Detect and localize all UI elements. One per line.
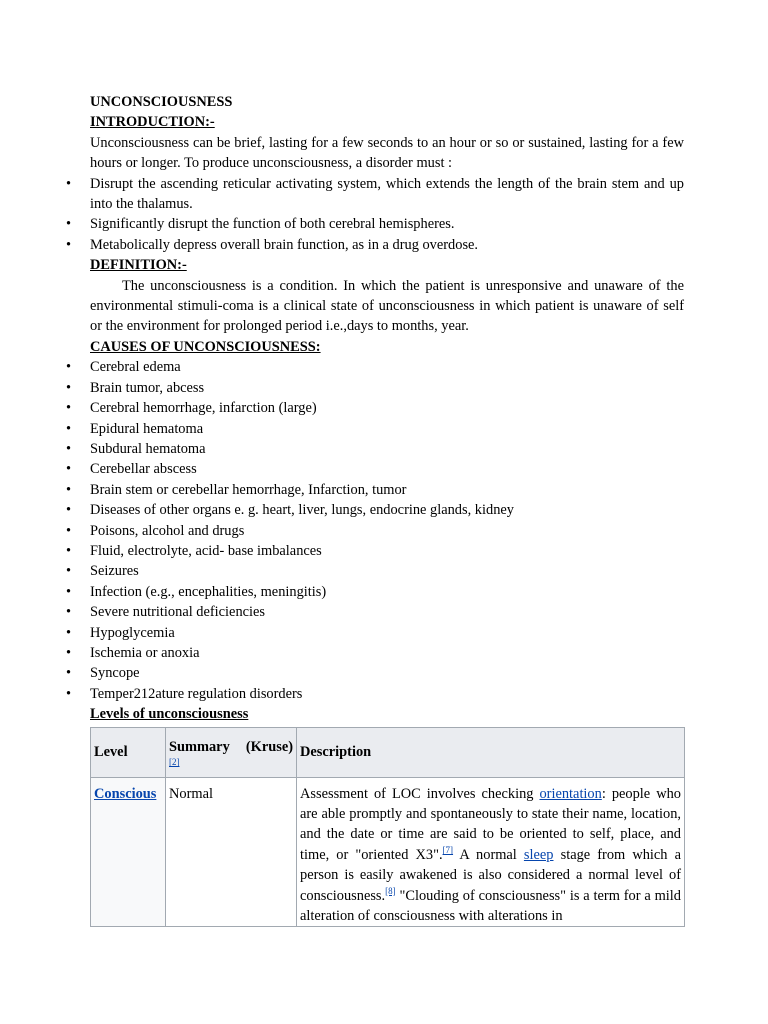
summary-header-text: Summary bbox=[169, 738, 230, 755]
list-item bbox=[66, 663, 684, 683]
list-item bbox=[66, 541, 684, 561]
description-text: : people who are able promptly and spontaneously to state their name, location, and the date or time are said to be oriented to self, place, and time, or "oriented X3". bbox=[300, 785, 681, 863]
bullet-icon: • bbox=[66, 481, 72, 498]
orientation-link[interactable]: orientation bbox=[539, 785, 602, 802]
list-item-text: Subdural hematoma bbox=[90, 440, 206, 457]
sleep-link[interactable]: sleep bbox=[523, 846, 554, 863]
bullet-icon: • bbox=[66, 175, 72, 192]
bullet-icon: • bbox=[66, 685, 72, 702]
definition-text: The unconsciousness is a condition. In which the patient is unresponsive and unaware of the environmental stimuli-coma is a clinical state of unconsciousness in which patient is unaware of self or the environment for prolonged period i.e.,days to months, year. bbox=[90, 277, 684, 335]
bullet-icon: • bbox=[66, 522, 72, 539]
list-item bbox=[66, 174, 684, 215]
description-text: A normal bbox=[453, 846, 524, 863]
list-item-text: Syncope bbox=[90, 665, 140, 682]
level-cell bbox=[91, 777, 166, 927]
bullet-icon: • bbox=[66, 665, 72, 682]
bullet-icon: • bbox=[66, 400, 72, 417]
level-column-header: Level bbox=[91, 727, 166, 777]
description-text: "Clouding of consciousness" is a term for a mild alteration of consciousness with alterations in bbox=[300, 887, 681, 925]
list-item bbox=[66, 500, 684, 520]
introduction-bullet-list bbox=[66, 174, 684, 256]
reference-7-link[interactable]: [7] bbox=[442, 845, 454, 856]
bullet-icon: • bbox=[66, 502, 72, 519]
list-item-text: Significantly disrupt the function of both cerebral hemispheres. bbox=[90, 216, 455, 233]
list-item bbox=[66, 582, 684, 602]
list-item-text: Cerebral edema bbox=[90, 359, 181, 376]
list-item-text: Disrupt the ascending reticular activating system, which extends the length of the brain stem and up into the thalamus. bbox=[90, 175, 684, 213]
description-column-header: Description bbox=[297, 727, 685, 777]
bullet-icon: • bbox=[66, 542, 72, 559]
description-text: stage from which a person is easily awakened is also considered a normal level of consciousness. bbox=[300, 846, 681, 904]
list-item-text: Brain stem or cerebellar hemorrhage, Infarction, tumor bbox=[90, 481, 407, 498]
levels-table bbox=[90, 727, 685, 928]
bullet-icon: • bbox=[66, 583, 72, 600]
bullet-icon: • bbox=[66, 359, 72, 376]
conscious-level-link[interactable]: Conscious bbox=[94, 785, 157, 802]
list-item-text: Diseases of other organs e. g. heart, liver, lungs, endocrine glands, kidney bbox=[90, 502, 514, 519]
bullet-icon: • bbox=[66, 461, 72, 478]
list-item-text: Seizures bbox=[90, 563, 139, 580]
bullet-icon: • bbox=[66, 216, 72, 233]
bullet-icon: • bbox=[66, 624, 72, 641]
description-cell bbox=[297, 777, 685, 927]
list-item bbox=[66, 378, 684, 398]
list-item bbox=[66, 214, 684, 234]
bullet-icon: • bbox=[66, 379, 72, 396]
list-item bbox=[66, 684, 684, 704]
list-item-text: Fluid, electrolyte, acid- base imbalances bbox=[90, 542, 322, 559]
levels-heading: Levels of unconsciousness bbox=[90, 706, 249, 723]
list-item-text: Brain tumor, abcess bbox=[90, 379, 205, 396]
summary-column-header bbox=[166, 727, 297, 777]
table-header-row bbox=[91, 727, 685, 777]
bullet-icon: • bbox=[66, 440, 72, 457]
bullet-icon: • bbox=[66, 563, 72, 580]
list-item bbox=[66, 398, 684, 418]
bullet-icon: • bbox=[66, 644, 72, 661]
summary-header-source: (Kruse) bbox=[245, 738, 293, 755]
list-item bbox=[66, 357, 684, 377]
reference-8-link[interactable]: [8] bbox=[385, 885, 396, 896]
list-item-text: Cerebral hemorrhage, infarction (large) bbox=[90, 400, 317, 417]
list-item-text: Epidural hematoma bbox=[90, 420, 204, 437]
bullet-icon: • bbox=[66, 420, 72, 437]
bullet-icon: • bbox=[66, 604, 72, 621]
list-item-text: Ischemia or anoxia bbox=[90, 644, 200, 661]
list-item bbox=[66, 643, 684, 663]
list-item-text: Cerebellar abscess bbox=[90, 461, 197, 478]
list-item-text: Temper212ature regulation disorders bbox=[90, 685, 303, 702]
list-item-text: Poisons, alcohol and drugs bbox=[90, 522, 245, 539]
document-title: UNCONSCIOUSNESS bbox=[90, 94, 233, 110]
list-item bbox=[66, 459, 684, 479]
document-page bbox=[66, 92, 684, 927]
bullet-icon: • bbox=[66, 236, 72, 253]
list-item bbox=[66, 602, 684, 622]
list-item-text: Metabolically depress overall brain function, as in a drug overdose. bbox=[90, 236, 479, 253]
list-item bbox=[66, 561, 684, 581]
causes-heading: CAUSES OF UNCONSCIOUSNESS: bbox=[90, 338, 321, 355]
list-item bbox=[66, 439, 684, 459]
list-item-text: Hypoglycemia bbox=[90, 624, 175, 641]
introduction-heading: INTRODUCTION:- bbox=[90, 114, 215, 131]
summary-cell: Normal bbox=[166, 777, 297, 927]
summary-reference-link[interactable]: [2] bbox=[169, 757, 180, 768]
causes-bullet-list bbox=[66, 357, 684, 704]
list-item bbox=[66, 235, 684, 255]
list-item bbox=[66, 419, 684, 439]
introduction-text: Unconsciousness can be brief, lasting for a few seconds to an hour or so or sustained, lasting for a few hours or longer. To produce unconsciousness, a disorder must : bbox=[90, 134, 684, 172]
definition-heading: DEFINITION:- bbox=[90, 257, 187, 274]
description-text: Assessment of LOC involves checking bbox=[300, 785, 540, 802]
list-item-text: Severe nutritional deficiencies bbox=[90, 604, 266, 621]
list-item-text: Infection (e.g., encephalities, meningitis) bbox=[90, 583, 327, 600]
list-item bbox=[66, 480, 684, 500]
table-row bbox=[91, 777, 685, 927]
list-item bbox=[66, 521, 684, 541]
list-item bbox=[66, 623, 684, 643]
